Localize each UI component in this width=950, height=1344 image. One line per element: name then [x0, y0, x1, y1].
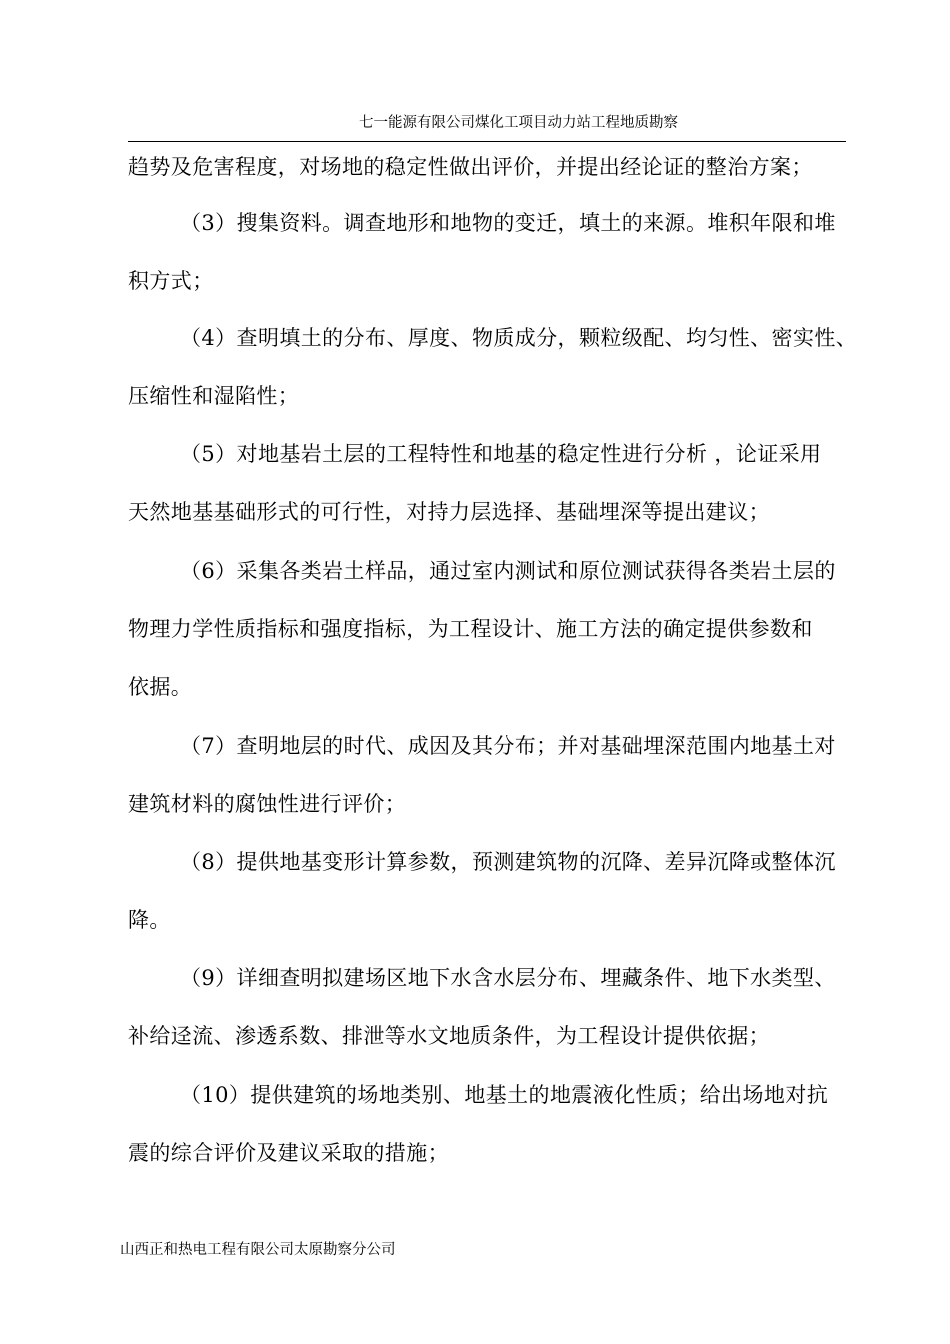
text-line: （4）查明填土的分布、厚度、物质成分，颗粒级配、均匀性、密实性、: [180, 326, 858, 350]
text-line: 震的综合评价及建议采取的措施；: [128, 1141, 449, 1165]
text-line: 天然地基基础形式的可行性，对持力层选择、基础埋深等提出建议；: [128, 500, 770, 524]
text-line: 物理力学性质指标和强度指标，为工程设计、施工方法的确定提供参数和: [128, 617, 813, 641]
header-title: 七一能源有限公司煤化工项目动力站工程地质勘察: [359, 115, 678, 131]
header-rule: [128, 141, 846, 142]
text-line: 趋势及危害程度，对场地的稳定性做出评价，并提出经论证的整治方案；: [128, 155, 813, 179]
text-line: 补给迳流、渗透系数、排泄等水文地质条件，为工程设计提供依据；: [128, 1024, 770, 1048]
text-line: 压缩性和湿陷性；: [128, 384, 300, 408]
text-line: 降。: [128, 908, 171, 932]
text-line: （7）查明地层的时代、成因及其分布；并对基础埋深范围内地基土对: [180, 734, 836, 758]
text-line: （3）搜集资料。调查地形和地物的变迁，填土的来源。堆积年限和堆: [180, 211, 836, 235]
text-line: 积方式；: [128, 269, 214, 293]
page-header: [128, 105, 846, 143]
text-line: 建筑材料的腐蚀性进行评价；: [128, 792, 407, 816]
text-line: （9）详细查明拟建场区地下水含水层分布、埋藏条件、地下水类型、: [180, 966, 836, 990]
text-line: （6）采集各类岩土样品，通过室内测试和原位测试获得各类岩土层的: [180, 559, 836, 583]
text-line: （5）对地基岩土层的工程特性和地基的稳定性进行分析 ，论证采用: [180, 442, 822, 466]
text-line: 依据。: [128, 675, 193, 699]
footer-company: 山西正和热电工程有限公司太原勘察分公司: [120, 1242, 396, 1258]
text-line: （10）提供建筑的场地类别、地基土的地震液化性质；给出场地对抗: [180, 1083, 829, 1107]
text-line: （8）提供地基变形计算参数，预测建筑物的沉降、差异沉降或整体沉: [180, 850, 836, 874]
